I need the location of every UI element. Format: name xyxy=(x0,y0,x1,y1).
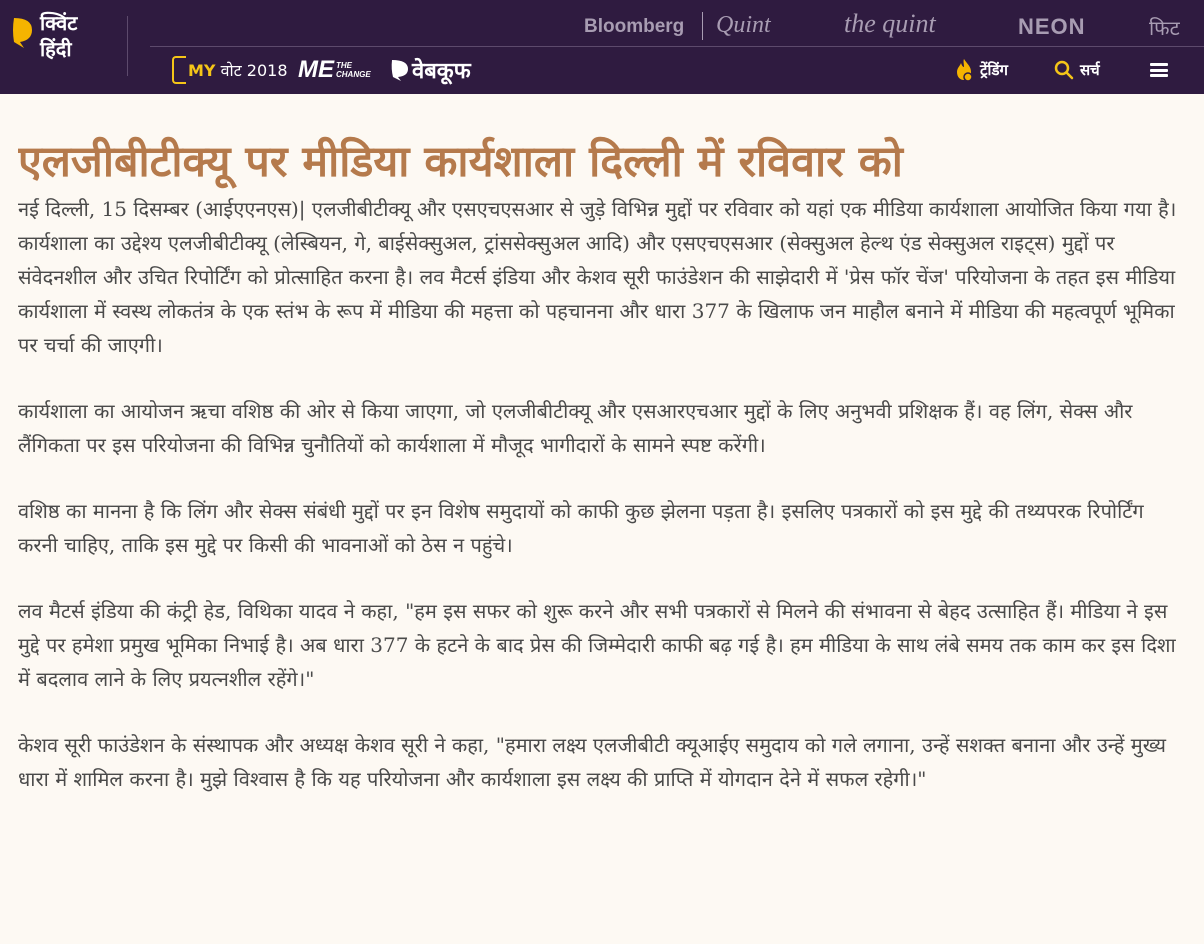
article-paragraph-4: लव मैटर्स इंडिया की कंट्री हेड, विथिका यादव ने कहा, "हम इस सफर को शुरू करने और सभी पत्रकारों से मिलने की संभावना से बेहद उत्साहित हैं। मीडिया ने इस मुद्दे पर हमेशा प्रमुख भूमिका निभाई है। अब धारा 377 के हटने के बाद प्रेस की जिम्मेदारी काफी बढ़ गई है। हम मीडिया के साथ लंबे समय तक काम कर इस दिशा में बदलाव लाने के लिए प्रयत्नशील रहेंगे।" xyxy=(18,599,1176,691)
article xyxy=(18,94,1188,828)
article-paragraph-3: वशिष्ठ का मानना है कि लिंग और सेक्स संबंधी मुद्दों पर इन विशेष समुदायों को काफी कुछ झेलना पड़ता है। इसलिए पत्रकारों को इस मुद्दे की तथ्यपरक रिपोर्टिंग करनी चाहिए, ताकि इस मुद्दे पर किसी की भावनाओं को ठेस न पहुंचे। xyxy=(18,499,1144,557)
nav-me-the-change[interactable] xyxy=(298,50,371,90)
my-vote-label xyxy=(188,59,288,81)
article-paragraph-5: केशव सूरी फाउंडेशन के संस्थापक और अध्यक्ष केशव सूरी ने कहा, "हमारा लक्ष्य एलजीबीटी क्यूआईए समुदाय को गले लगाना, उन्हें सशक्त बनाना और उन्हें मुख्य धारा में शामिल करना है। मुझे विश्वास है कि यह परियोजना और कार्यशाला इस लक्ष्य की प्राप्ति में योगदान देने में सफल रहेगी।" xyxy=(18,733,1167,791)
flame-icon xyxy=(954,58,974,82)
article-paragraph-1: नई दिल्ली, 15 दिसम्बर (आईएएनएस)| एलजीबीटीक्यू और एसएचएसआर से जुड़े विभिन्न मुद्दों पर रविवार को यहां एक मीडिया कार्यशाला आयोजित किया गया है। कार्यशाला का उद्देश्य एलजीबीटीक्यू (लेस्बियन, गे, बाईसेक्सुअल, ट्रांससेक्सुअल आदि) और एसएचएसआर (सेक्सुअल हेल्थ एंड सेक्सुअल राइट्स) मुद्दों पर संवेदनशील और उचित रिपोर्टिंग को प्रोत्साहित करना है। लव मैटर्स इंडिया और केशव सूरी फाउंडेशन की साझेदारी में 'प्रेस फॉर चेंज' परियोजना के तहत इस मीडिया कार्यशाला में स्वस्थ लोकतंत्र के एक स्तंभ के रूप में मीडिया की महत्ता को पहचानना और धारा 377 के खिलाफ जन माहौल बनाने में मीडिया की महत्वपूर्ण भूमिका पर चर्चा की जाएगी। xyxy=(18,197,1177,357)
trending-button[interactable] xyxy=(954,50,1008,90)
search-button[interactable] xyxy=(1054,50,1100,90)
brand-line-1: क्विंट xyxy=(40,11,78,35)
sister-link-fit[interactable]: फिट xyxy=(1149,16,1180,40)
my-vote-bracket xyxy=(172,56,186,84)
me-the-change-big: ME xyxy=(298,56,334,83)
article-headline: एलजीबीटीक्यू पर मीडिया कार्यशाला दिल्ली में रविवार को xyxy=(18,137,903,187)
me-the-change-small xyxy=(336,61,371,79)
site-logo[interactable] xyxy=(10,10,122,78)
sister-link-neon[interactable]: NEON xyxy=(1018,14,1086,39)
sister-link-the-quint[interactable]: the quint xyxy=(844,9,936,38)
brand-line-2: हिंदी xyxy=(40,37,72,61)
webkuf-label: वेबकूफ xyxy=(412,59,471,84)
speech-bubble-icon xyxy=(390,58,410,82)
me-the-change-small-1: THE xyxy=(336,61,352,70)
sister-link-bloomberg[interactable]: Bloomberg xyxy=(584,16,685,37)
sister-link-quint[interactable]: Quint xyxy=(716,12,771,38)
my-vote-suffix: वोट 2018 xyxy=(220,61,288,80)
sister-sites-bar xyxy=(150,6,1204,47)
hamburger-menu-icon xyxy=(1150,63,1168,77)
search-icon xyxy=(1054,60,1074,80)
search-label: सर्च xyxy=(1080,61,1100,79)
brand-wordmark xyxy=(40,10,77,62)
nav-my-vote-2018[interactable] xyxy=(172,50,288,90)
site-header xyxy=(0,0,1204,94)
main-nav xyxy=(150,50,1204,90)
quint-speech-logo-icon xyxy=(10,16,36,50)
sister-separator xyxy=(702,12,703,40)
brand-divider xyxy=(127,16,128,76)
my-vote-prefix: MY xyxy=(188,61,216,80)
trending-label: ट्रेंडिंग xyxy=(980,61,1008,79)
me-the-change-small-2: CHANGE xyxy=(336,70,371,79)
menu-button[interactable] xyxy=(1150,50,1168,90)
nav-webkuf[interactable] xyxy=(390,50,471,90)
article-paragraph-2: कार्यशाला का आयोजन ऋचा वशिष्ठ की ओर से किया जाएगा, जो एलजीबीटीक्यू और एसआरएचआर मुद्दों के लिए अनुभवी प्रशिक्षक हैं। वह लिंग, सेक्स और लैंगिकता पर इस परियोजना की विभिन्न चुनौतियों को कार्यशाला में मौजूद भागीदारों के सामने स्पष्ट करेंगी। xyxy=(18,399,1133,457)
